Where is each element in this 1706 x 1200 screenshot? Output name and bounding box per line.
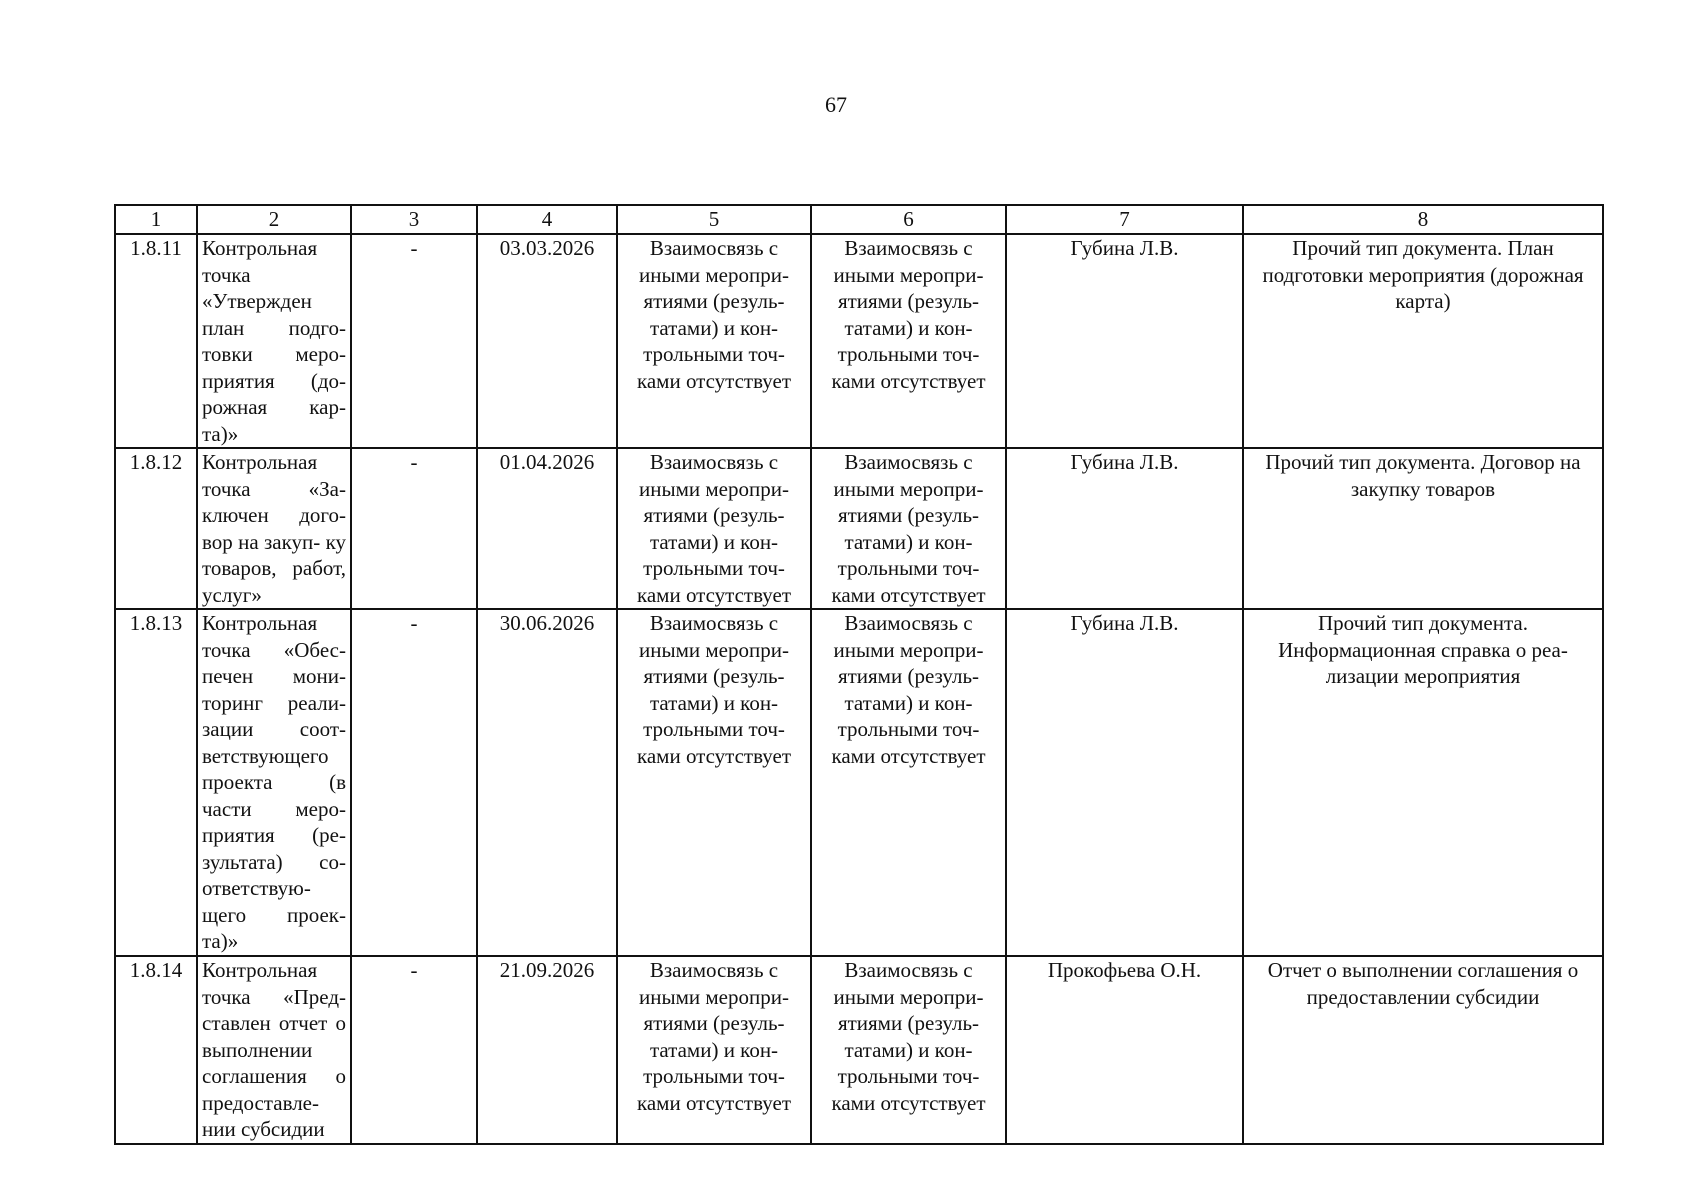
responsible-cell: Губина Л.В. (1006, 448, 1243, 609)
header-col-1: 1 (115, 205, 197, 234)
header-col-6: 6 (811, 205, 1006, 234)
row-number: 1.8.14 (115, 956, 197, 1144)
relation-cell-5: Взаимосвязь с иными меропри- ятиями (резуль- татами) и кон- трольными точ- ками отсутствует (617, 448, 811, 609)
control-point-name: Контрольная точка «Пред- ставлен отчет о выполнении соглашения о предоставле- нии субсидии (197, 956, 351, 1144)
relation-cell-5: Взаимосвязь с иными меропри- ятиями (резуль- татами) и кон- трольными точ- ками отсутствует (617, 234, 811, 448)
col3-value: - (351, 234, 477, 448)
control-points-table (114, 204, 1604, 1145)
responsible-cell: Губина Л.В. (1006, 234, 1243, 448)
relation-cell-6: Взаимосвязь с иными меропри- ятиями (резуль- татами) и кон- трольными точ- ками отсутствует (811, 609, 1006, 956)
table-row (115, 956, 1603, 1144)
date-cell: 03.03.2026 (477, 234, 617, 448)
document-cell: Прочий тип документа. Информационная справка о реа- лизации мероприятия (1243, 609, 1603, 956)
relation-cell-6: Взаимосвязь с иными меропри- ятиями (резуль- татами) и кон- трольными точ- ками отсутствует (811, 234, 1006, 448)
row-number: 1.8.13 (115, 609, 197, 956)
date-cell: 21.09.2026 (477, 956, 617, 1144)
control-point-name: Контрольная точка «За- ключен дого- вор на закуп- ку товаров, работ, услуг» (197, 448, 351, 609)
col3-value: - (351, 448, 477, 609)
header-col-7: 7 (1006, 205, 1243, 234)
document-cell: Прочий тип документа. План подготовки мероприятия (дорожная карта) (1243, 234, 1603, 448)
page-number: 67 (825, 92, 847, 117)
col3-value: - (351, 956, 477, 1144)
header-col-5: 5 (617, 205, 811, 234)
header-row (115, 205, 1603, 234)
col3-value: - (351, 609, 477, 956)
row-number: 1.8.12 (115, 448, 197, 609)
table-row (115, 609, 1603, 956)
header-col-8: 8 (1243, 205, 1603, 234)
document-cell: Прочий тип документа. Договор на закупку товаров (1243, 448, 1603, 609)
date-cell: 01.04.2026 (477, 448, 617, 609)
date-cell: 30.06.2026 (477, 609, 617, 956)
row-number: 1.8.11 (115, 234, 197, 448)
header-col-2: 2 (197, 205, 351, 234)
table-row (115, 448, 1603, 609)
relation-cell-6: Взаимосвязь с иными меропри- ятиями (резуль- татами) и кон- трольными точ- ками отсутствует (811, 956, 1006, 1144)
control-point-name: Контрольная точка «Обес- печен мони- торинг реали- зации соот- ветствующего проекта (в части меро- приятия (ре- зультата) со- ответствую- щего проек- та)» (197, 609, 351, 956)
responsible-cell: Прокофьева О.Н. (1006, 956, 1243, 1144)
header-col-3: 3 (351, 205, 477, 234)
relation-cell-6: Взаимосвязь с иными меропри- ятиями (резуль- татами) и кон- трольными точ- ками отсутствует (811, 448, 1006, 609)
responsible-cell: Губина Л.В. (1006, 609, 1243, 956)
table-row (115, 234, 1603, 448)
document-cell: Отчет о выполнении соглашения о предоставлении субсидии (1243, 956, 1603, 1144)
control-point-name: Контрольная точка «Утвержден план подго- товки меро- приятия (до- рожная кар- та)» (197, 234, 351, 448)
relation-cell-5: Взаимосвязь с иными меропри- ятиями (резуль- татами) и кон- трольными точ- ками отсутствует (617, 956, 811, 1144)
header-col-4: 4 (477, 205, 617, 234)
relation-cell-5: Взаимосвязь с иными меропри- ятиями (резуль- татами) и кон- трольными точ- ками отсутствует (617, 609, 811, 956)
